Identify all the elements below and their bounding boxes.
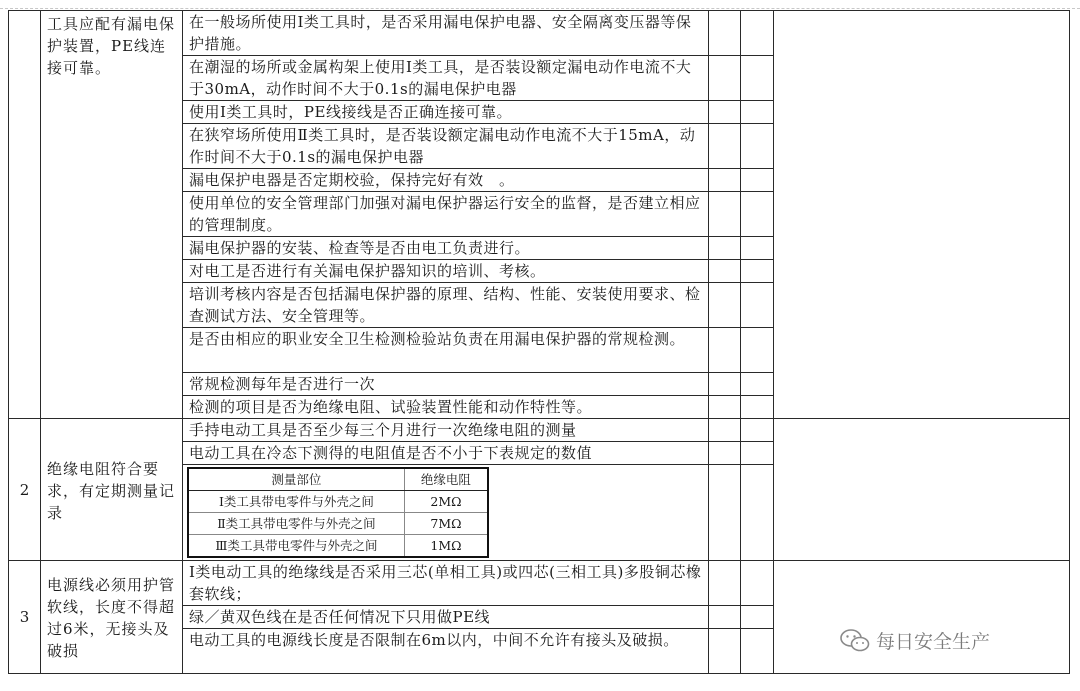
check-cell[interactable]	[709, 328, 741, 373]
table-row	[9, 11, 1070, 56]
check-cell[interactable]	[709, 283, 741, 328]
check-cell[interactable]	[741, 283, 774, 328]
check-cell[interactable]	[709, 237, 741, 260]
check-cell[interactable]	[741, 169, 774, 192]
check-cell[interactable]	[709, 396, 741, 419]
check-cell[interactable]	[709, 56, 741, 101]
check-cell[interactable]	[741, 101, 774, 124]
remarks-cell[interactable]	[774, 419, 1070, 561]
check-cell[interactable]	[741, 561, 774, 606]
check-item: 手持电动工具是否至少每三个月进行一次绝缘电阻的测量	[183, 419, 709, 442]
section-number: 3	[9, 561, 41, 674]
check-cell[interactable]	[741, 396, 774, 419]
check-cell[interactable]	[741, 606, 774, 629]
table-cell: 2MΩ	[404, 491, 488, 513]
check-cell[interactable]	[741, 328, 774, 373]
check-cell[interactable]	[709, 169, 741, 192]
table-row	[9, 419, 1070, 442]
check-item: 常规检测每年是否进行一次	[183, 373, 709, 396]
section-category: 绝缘电阻符合要求，有定期测量记录	[41, 419, 183, 561]
column-header: 绝缘电阻	[404, 468, 488, 491]
wechat-watermark	[840, 627, 990, 654]
check-cell[interactable]	[741, 192, 774, 237]
table-row	[188, 535, 488, 558]
check-cell[interactable]	[709, 260, 741, 283]
check-item: 在一般场所使用Ⅰ类工具时，是否采用漏电保护电器、安全隔离变压器等保护措施。	[183, 11, 709, 56]
check-item: 在狭窄场所使用Ⅱ类工具时，是否装设额定漏电动作电流不大于15mA，动作时间不大于0.1s的漏电保护电器	[183, 124, 709, 169]
section-number: 2	[9, 419, 41, 561]
check-cell[interactable]	[709, 373, 741, 396]
check-item: 在潮湿的场所或金属构架上使用Ⅰ类工具，是否装设额定漏电动作电流不大于30mA，动作时间不大于0.1s的漏电保护电器	[183, 56, 709, 101]
check-cell[interactable]	[709, 419, 741, 442]
table-cell: Ⅰ类工具带电零件与外壳之间	[188, 491, 404, 513]
table-cell: Ⅱ类工具带电零件与外壳之间	[188, 513, 404, 535]
insulation-resistance-table	[187, 467, 489, 558]
remarks-cell[interactable]	[774, 561, 1070, 674]
check-cell[interactable]	[741, 237, 774, 260]
check-cell[interactable]	[709, 629, 741, 674]
check-cell[interactable]	[709, 101, 741, 124]
check-cell[interactable]	[741, 629, 774, 674]
check-item: 漏电保护器的安装、检查等是否由电工负责进行。	[183, 237, 709, 260]
check-item: 电动工具在冷态下测得的电阻值是否不小于下表规定的数值	[183, 442, 709, 465]
check-item: 检测的项目是否为绝缘电阻、试验装置性能和动作特性等。	[183, 396, 709, 419]
inspection-checklist-table	[8, 10, 1070, 674]
resistance-table-cell	[183, 465, 709, 561]
check-cell[interactable]	[741, 124, 774, 169]
table-row	[188, 513, 488, 535]
table-cell: Ⅲ类工具带电零件与外壳之间	[188, 535, 404, 558]
section-number	[9, 11, 41, 419]
table-header-row	[188, 468, 488, 491]
check-item: 培训考核内容是否包括漏电保护器的原理、结构、性能、安装使用要求、检查测试方法、安全管理等。	[183, 283, 709, 328]
check-cell[interactable]	[709, 465, 741, 561]
check-cell[interactable]	[741, 56, 774, 101]
check-item: 对电工是否进行有关漏电保护器知识的培训、考核。	[183, 260, 709, 283]
column-header: 测量部位	[188, 468, 404, 491]
check-cell[interactable]	[709, 561, 741, 606]
check-item: 漏电保护电器是否定期校验，保持完好有效 。	[183, 169, 709, 192]
check-cell[interactable]	[709, 192, 741, 237]
check-cell[interactable]	[741, 465, 774, 561]
check-item: Ⅰ类电动工具的绝缘线是否采用三芯(单相工具)或四芯(三相工具)多股铜芯橡套软线；	[183, 561, 709, 606]
check-cell[interactable]	[709, 442, 741, 465]
check-cell[interactable]	[709, 606, 741, 629]
table-row	[188, 491, 488, 513]
check-cell[interactable]	[741, 419, 774, 442]
table-cell: 7MΩ	[404, 513, 488, 535]
check-cell[interactable]	[741, 260, 774, 283]
check-cell[interactable]	[709, 124, 741, 169]
page-top-divider	[0, 8, 1080, 9]
check-cell[interactable]	[741, 442, 774, 465]
watermark-text: 每日安全生产	[876, 631, 991, 653]
table-cell: 1MΩ	[404, 535, 488, 558]
check-item: 使用Ⅰ类工具时，PE线接线是否正确连接可靠。	[183, 101, 709, 124]
check-cell[interactable]	[741, 11, 774, 56]
check-item: 电动工具的电源线长度是否限制在6m以内，中间不允许有接头及破损。	[183, 629, 709, 674]
check-cell[interactable]	[709, 11, 741, 56]
check-item: 绿／黄双色线在是否任何情况下只用做PE线	[183, 606, 709, 629]
remarks-cell[interactable]	[774, 11, 1070, 419]
check-item: 使用单位的安全管理部门加强对漏电保护器运行安全的监督，是否建立相应的管理制度。	[183, 192, 709, 237]
table-row	[9, 561, 1070, 606]
section-category: 工具应配有漏电保护装置，PE线连接可靠。	[41, 11, 183, 419]
section-category: 电源线必须用护管软线，长度不得超过6米，无接头及破损	[41, 561, 183, 674]
wechat-icon	[840, 628, 870, 654]
check-item: 是否由相应的职业安全卫生检测检验站负责在用漏电保护器的常规检测。	[183, 328, 709, 373]
check-cell[interactable]	[741, 373, 774, 396]
